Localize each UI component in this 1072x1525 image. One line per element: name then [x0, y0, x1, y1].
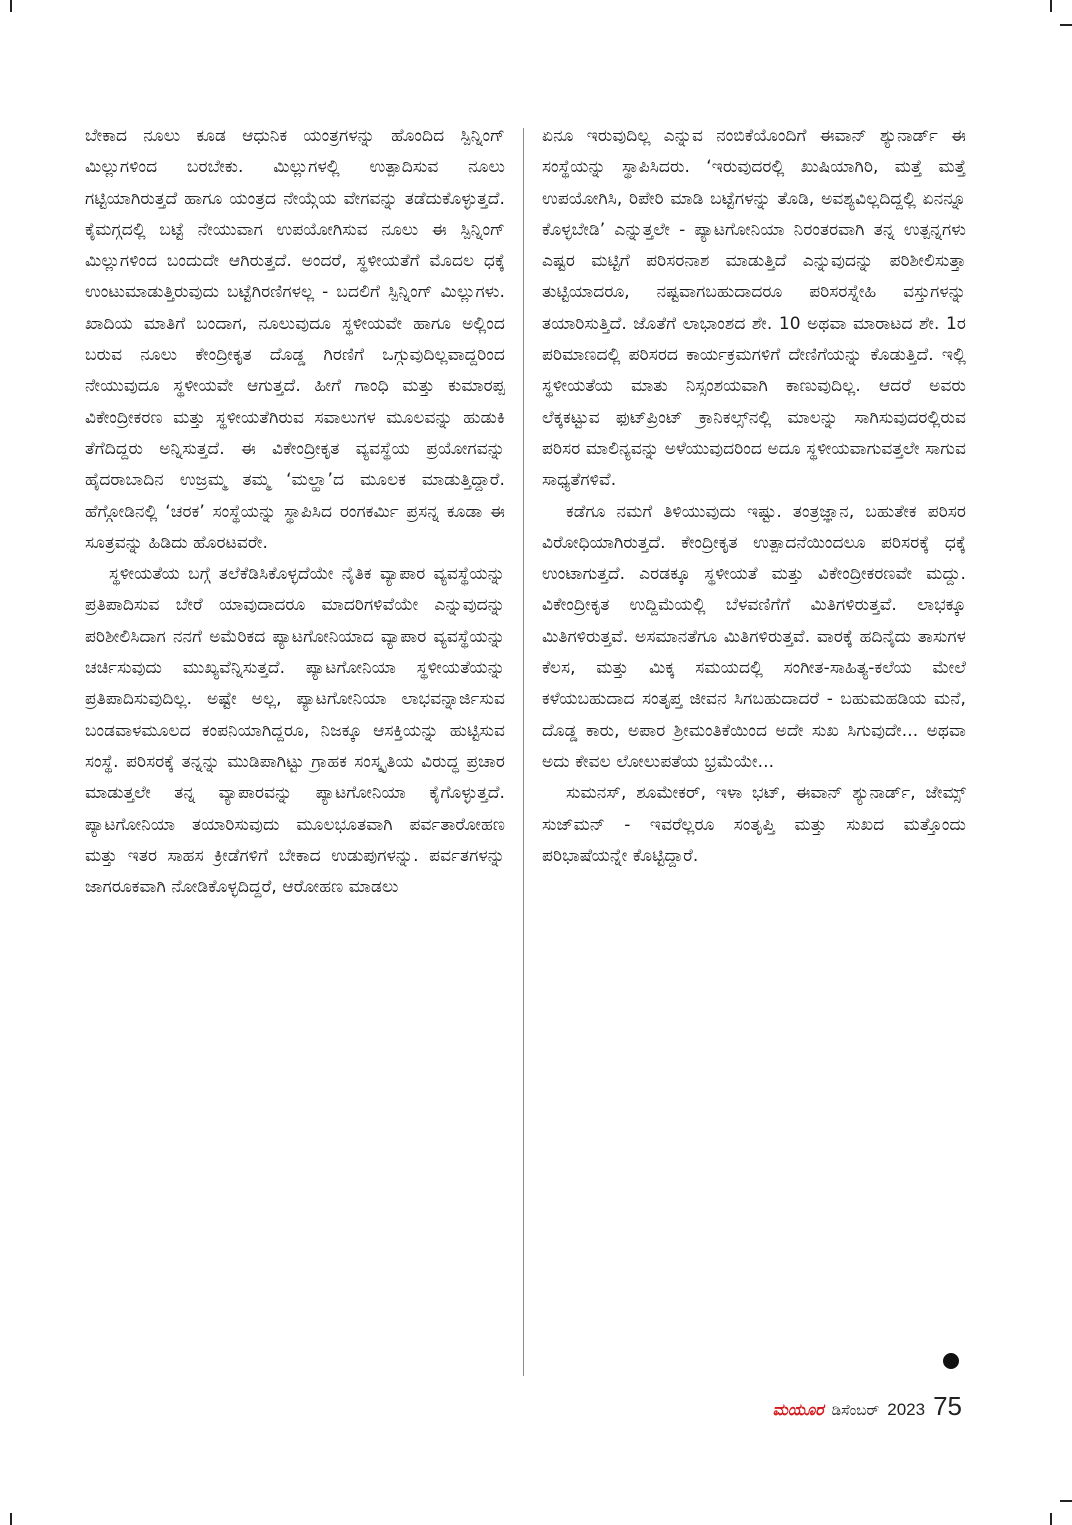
paragraph: ಏನೂ ಇರುವುದಿಲ್ಲ ಎನ್ನುವ ನಂಬಿಕೆಯೊಂದಿಗೆ ಈವಾನ್ ಶ್ಯುನಾರ್ಡ್ ಈ ಸಂಸ್ಥೆಯನ್ನು ಸ್ಥಾಪಿಸಿದರು. ‘ಇರುವುದರಲ್ಲಿ ಖುಷಿಯಾಗಿರಿ, ಮತ್ತೆ ಮತ್ತೆ ಉಪಯೋಗಿಸಿ, ರಿಪೇರಿ ಮಾಡಿ ಬಟ್ಟೆಗಳನ್ನು ತೊಡಿ, ಅವಶ್ಯವಿಲ್ಲದಿದ್ದಲ್ಲಿ ಏನನ್ನೂ ಕೊಳ್ಳಬೇಡಿ’ ಎನ್ನುತ್ತಲೇ - ಪ್ಯಾಟಗೋನಿಯಾ ನಿರಂತರವಾಗಿ ತನ್ನ ಉತ್ಪನ್ನಗಳು ಎಷ್ಟರ ಮಟ್ಟಿಗೆ ಪರಿಸರನಾಶ ಮಾಡುತ್ತಿದೆ ಎನ್ನುವುದನ್ನು ಪರಿಶೀಲಿಸುತ್ತಾ ತುಟ್ಟಿಯಾದರೂ, ನಷ್ಟವಾಗಬಹುದಾದರೂ ಪರಿಸರಸ್ನೇಹಿ ವಸ್ತುಗಳನ್ನು ತಯಾರಿಸುತ್ತಿದೆ. ಜೊತೆಗೆ ಲಾಭಾಂಶದ ಶೇ. 10 ಅಥವಾ ಮಾರಾಟದ ಶೇ. 1ರ ಪರಿಮಾಣದಲ್ಲಿ ಪರಿಸರದ ಕಾರ್ಯಕ್ರಮಗಳಿಗೆ ದೇಣಿಗೆಯನ್ನು ಕೊಡುತ್ತಿದೆ. ಇಲ್ಲಿ ಸ್ಥಳೀಯತೆಯ ಮಾತು ನಿಸ್ಸಂಶಯವಾಗಿ ಕಾಣುವುದಿಲ್ಲ. ಆದರೆ ಅವರು ಲೆಕ್ಕಕಟ್ಟುವ ಫುಟ್‌ಪ್ರಿಂಟ್ ಕ್ರಾನಿಕಲ್ಸ್‌ನಲ್ಲಿ ಮಾಲನ್ನು ಸಾಗಿಸುವುದರಲ್ಲಿರುವ ಪರಿಸರ ಮಾಲಿನ್ಯವನ್ನು ಅಳೆಯುವುದರಿಂದ ಅದೂ ಸ್ಥಳೀಯವಾಗುವತ್ತಲೇ ಸಾಗುವ ಸಾಧ್ಯತೆಗಳಿವೆ.	[542, 126, 966, 491]
paragraph: ಬೇಕಾದ ನೂಲು ಕೂಡ ಆಧುನಿಕ ಯಂತ್ರಗಳನ್ನು ಹೊಂದಿದ ಸ್ಪಿನ್ನಿಂಗ್ ಮಿಲ್ಲುಗಳಿಂದ ಬರಬೇಕು. ಮಿಲ್ಲುಗಳಲ್ಲಿ ಉತ್ಪಾದಿಸುವ ನೂಲು ಗಟ್ಟಿಯಾಗಿರುತ್ತದೆ ಹಾಗೂ ಯಂತ್ರದ ನೇಯ್ಗೆಯ ವೇಗವನ್ನು ತಡೆದುಕೊಳ್ಳುತ್ತದೆ. ಕೈಮಗ್ಗದಲ್ಲಿ ಬಟ್ಟೆ ನೇಯುವಾಗ ಉಪಯೋಗಿಸುವ ನೂಲು ಈ ಸ್ಪಿನ್ನಿಂಗ್ ಮಿಲ್ಲುಗಳಿಂದ ಬಂದುದೇ ಆಗಿರುತ್ತದೆ. ಅಂದರೆ, ಸ್ಥಳೀಯತೆಗೆ ಮೊದಲ ಧಕ್ಕೆ ಉಂಟುಮಾಡುತ್ತಿರುವುದು ಬಟ್ಟೆಗಿರಣಿಗಳಲ್ಲ - ಬದಲಿಗೆ ಸ್ಪಿನ್ನಿಂಗ್ ಮಿಲ್ಲುಗಳು. ಖಾದಿಯ ಮಾತಿಗೆ ಬಂದಾಗ, ನೂಲುವುದೂ ಸ್ಥಳೀಯವೇ ಹಾಗೂ ಅಲ್ಲಿಂದ ಬರುವ ನೂಲು ಕೇಂದ್ರೀಕೃತ ದೊಡ್ಡ ಗಿರಣಿಗೆ ಒಗ್ಗುವುದಿಲ್ಲವಾದ್ದರಿಂದ ನೇಯುವುದೂ ಸ್ಥಳೀಯವೇ ಆಗುತ್ತದೆ. ಹೀಗೆ ಗಾಂಧಿ ಮತ್ತು ಕುಮಾರಪ್ಪ ವಿಕೇಂದ್ರೀಕರಣ ಮತ್ತು ಸ್ಥಳೀಯತೆಗಿರುವ ಸವಾಲುಗಳ ಮೂಲವನ್ನು ಹುಡುಕಿ ತೆಗೆದಿದ್ದರು ಅನ್ನಿಸುತ್ತದೆ. ಈ ವಿಕೇಂದ್ರೀಕೃತ ವ್ಯವಸ್ಥೆಯ ಪ್ರಯೋಗವನ್ನು ಹೈದರಾಬಾದಿನ ಉಜ್ರಮ್ಮ ತಮ್ಮ ‘ಮಲ್ಹಾ’ದ ಮೂಲಕ ಮಾಡುತ್ತಿದ್ದಾರೆ. ಹೆಗ್ಗೋಡಿನಲ್ಲಿ ‘ಚರಕ’ ಸಂಸ್ಥೆಯನ್ನು ಸ್ಥಾಪಿಸಿದ ರಂಗಕರ್ಮಿ ಪ್ರಸನ್ನ ಕೂಡಾ ಈ ಸೂತ್ರವನ್ನು ಹಿಡಿದು ಹೊರಟವರೇ.	[85, 126, 505, 553]
article-column-right	[542, 121, 966, 872]
page-footer	[773, 1391, 962, 1422]
crop-mark-bottom-left	[10, 1513, 12, 1525]
crop-mark-top-right	[1050, 0, 1052, 12]
crop-mark-right-top	[1060, 24, 1072, 26]
page-number: 75	[933, 1391, 962, 1421]
end-of-article-bullet-icon	[943, 1353, 959, 1369]
crop-mark-right-bottom	[1060, 1500, 1072, 1502]
paragraph: ಕಡೆಗೂ ನಮಗೆ ತಿಳಿಯುವುದು ಇಷ್ಟು. ತಂತ್ರಜ್ಞಾನ, ಬಹುತೇಕ ಪರಿಸರ ವಿರೋಧಿಯಾಗಿರುತ್ತದೆ. ಕೇಂದ್ರೀಕೃತ ಉತ್ಪಾದನೆಯಿಂದಲೂ ಪರಿಸರಕ್ಕೆ ಧಕ್ಕೆ ಉಂಟಾಗುತ್ತದೆ. ಎರಡಕ್ಕೂ ಸ್ಥಳೀಯತೆ ಮತ್ತು ವಿಕೇಂದ್ರೀಕರಣವೇ ಮದ್ದು. ವಿಕೇಂದ್ರೀಕೃತ ಉದ್ದಿಮೆಯಲ್ಲಿ ಬೆಳವಣಿಗೆಗೆ ಮಿತಿಗಳಿರುತ್ತವೆ. ಲಾಭಕ್ಕೂ ಮಿತಿಗಳಿರುತ್ತವೆ. ಅಸಮಾನತೆಗೂ ಮಿತಿಗಳಿರುತ್ತವೆ. ವಾರಕ್ಕೆ ಹದಿನೈದು ತಾಸುಗಳ ಕೆಲಸ, ಮತ್ತು ಮಿಕ್ಕ ಸಮಯದಲ್ಲಿ ಸಂಗೀತ-ಸಾಹಿತ್ಯ-ಕಲೆಯ ಮೇಲೆ ಕಳೆಯಬಹುದಾದ ಸಂತೃಪ್ತ ಜೀವನ ಸಿಗಬಹುದಾದರೆ - ಬಹುಮಹಡಿಯ ಮನೆ, ದೊಡ್ಡ ಕಾರು, ಅಪಾರ ಶ್ರೀಮಂತಿಕೆಯಿಂದ ಅದೇ ಸುಖ ಸಿಗುವುದೇ... ಅಥವಾ ಅದು ಕೇವಲ ಲೋಲುಪತೆಯ ಭ್ರಮೆಯೇ...	[542, 501, 966, 772]
issue-year: 2023	[887, 1400, 926, 1419]
crop-mark-bottom-right	[1050, 1513, 1052, 1525]
column-divider	[523, 128, 524, 1376]
paragraph: ಸುಮನಸ್, ಶೂಮೇಕರ್, ಇಳಾ ಭಟ್, ಈವಾನ್ ಶ್ಯುನಾರ್ಡ್, ಜೇಮ್ಸ್ ಸುಜ್‌ಮನ್ - ಇವರೆಲ್ಲರೂ ಸಂತೃಪ್ತಿ ಮತ್ತು ಸುಖದ ಮತ್ತೊಂದು ಪರಿಭಾಷೆಯನ್ನೇ ಕೊಟ್ಟಿದ್ದಾರೆ.	[542, 783, 966, 866]
magazine-name: ಮಯೂರ	[772, 1400, 824, 1419]
article-column-left	[85, 121, 505, 903]
paragraph: ಸ್ಥಳೀಯತೆಯ ಬಗ್ಗೆ ತಲೆಕೆಡಿಸಿಕೊಳ್ಳದೆಯೇ ನೈತಿಕ ವ್ಯಾಪಾರ ವ್ಯವಸ್ಥೆಯನ್ನು ಪ್ರತಿಪಾದಿಸುವ ಬೇರೆ ಯಾವುದಾದರೂ ಮಾದರಿಗಳಿವೆಯೇ ಎನ್ನುವುದನ್ನು ಪರಿಶೀಲಿಸಿದಾಗ ನನಗೆ ಅಮೆರಿಕದ ಪ್ಯಾಟಗೋನಿಯಾದ ವ್ಯಾಪಾರ ವ್ಯವಸ್ಥೆಯನ್ನು ಚರ್ಚಿಸುವುದು ಮುಖ್ಯವೆನ್ನಿಸುತ್ತದೆ. ಪ್ಯಾಟಗೋನಿಯಾ ಸ್ಥಳೀಯತೆಯನ್ನು ಪ್ರತಿಪಾದಿಸುವುದಿಲ್ಲ. ಅಷ್ಟೇ ಅಲ್ಲ, ಪ್ಯಾಟಗೋನಿಯಾ ಲಾಭವನ್ನಾರ್ಜಿಸುವ ಬಂಡವಾಳಮೂಲದ ಕಂಪನಿಯಾಗಿದ್ದರೂ, ನಿಜಕ್ಕೂ ಆಸಕ್ತಿಯನ್ನು ಹುಟ್ಟಿಸುವ ಸಂಸ್ಥೆ. ಪರಿಸರಕ್ಕೆ ತನ್ನನ್ನು ಮುಡಿಪಾಗಿಟ್ಟು ಗ್ರಾಹಕ ಸಂಸ್ಕೃತಿಯ ವಿರುದ್ಧ ಪ್ರಚಾರ ಮಾಡುತ್ತಲೇ ತನ್ನ ವ್ಯಾಪಾರವನ್ನು ಪ್ಯಾಟಗೋನಿಯಾ ಕೈಗೊಳ್ಳುತ್ತದೆ. ಪ್ಯಾಟಗೋನಿಯಾ ತಯಾರಿಸುವುದು ಮೂಲಭೂತವಾಗಿ ಪರ್ವತಾರೋಹಣ ಮತ್ತು ಇತರ ಸಾಹಸ ಕ್ರೀಡೆಗಳಿಗೆ ಬೇಕಾದ ಉಡುಪುಗಳನ್ನು. ಪರ್ವತಗಳನ್ನು ಜಾಗರೂಕವಾಗಿ ನೋಡಿಕೊಳ್ಳದಿದ್ದರೆ, ಆರೋಹಣ ಮಾಡಲು	[85, 564, 505, 898]
crop-mark-top-left	[10, 0, 12, 12]
issue-month: ಡಿಸೆಂಬರ್	[831, 1401, 880, 1419]
